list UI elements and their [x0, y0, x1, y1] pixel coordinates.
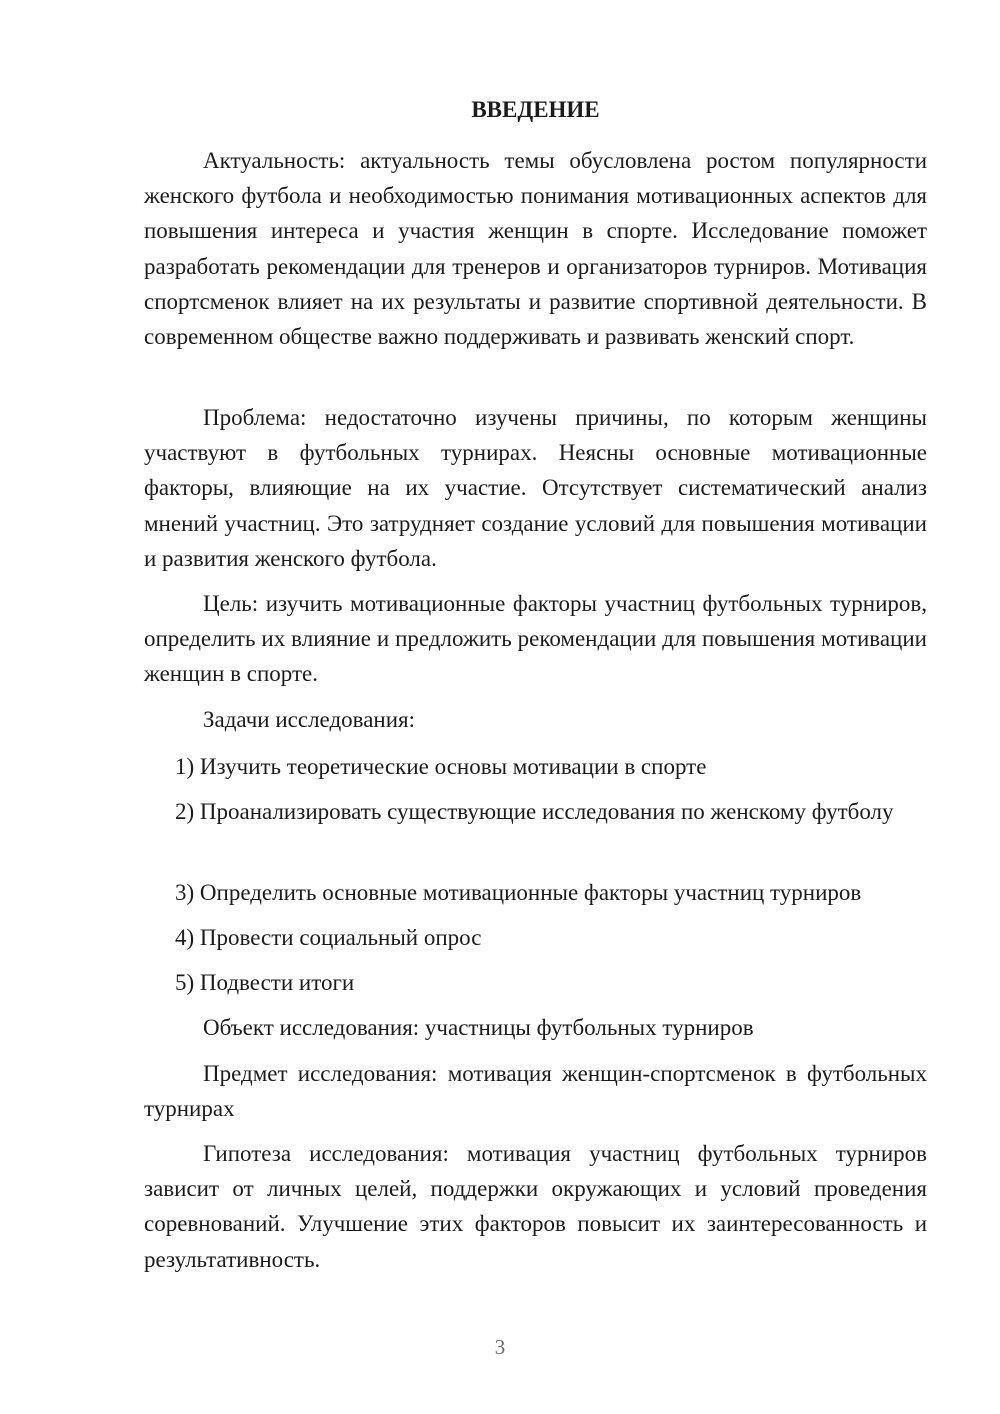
paragraph-relevance-block [144, 143, 927, 354]
paragraph-problem-block [144, 400, 927, 576]
task-item: 3) Определить основные мотивационные факторы участниц турниров [175, 880, 862, 905]
paragraph-goal-block [144, 586, 927, 692]
task-item-2-block [144, 794, 927, 829]
task-item: 5) Подвести итоги [175, 970, 355, 995]
paragraph-subject-block [144, 1056, 927, 1126]
task-item-4-block [144, 920, 927, 955]
task-item-3-block [144, 875, 927, 910]
paragraph-relevance: Актуальность: актуальность темы обусловлена ростом популярности женского футбола и необходимостью понимания мотивационных аспектов для повышения интереса и участия женщин в спорте. Исследование поможет разработать рекомендации для тренеров и организаторов турниров. Мотивация спортсменок влияет на их результаты и развитие спортивной деятельности. В современном обществе важно поддерживать и развивать женский спорт. [144, 148, 927, 350]
page-title: ВВЕДЕНИЕ [471, 97, 600, 122]
tasks-heading-block [144, 702, 927, 737]
task-item: 2) Проанализировать существующие исследования по женскому футболу [175, 799, 894, 824]
task-item: 4) Провести социальный опрос [175, 925, 482, 950]
tasks-heading: Задачи исследования: [203, 707, 416, 732]
paragraph-hypothesis: Гипотеза исследования: мотивация участниц футбольных турниров зависит от личных целей, поддержки окружающих и условий проведения соревнований. Улучшение этих факторов повысит их заинтересованность и результативность. [144, 1141, 927, 1272]
paragraph-hypothesis-block [144, 1136, 927, 1277]
task-item: 1) Изучить теоретические основы мотивации в спорте [175, 754, 707, 779]
paragraph-goal: Цель: изучить мотивационные факторы участниц футбольных турниров, определить их влияние и предложить рекомендации для повышения мотивации женщин в спорте. [144, 591, 927, 687]
paragraph-object: Объект исследования: участницы футбольных турниров [203, 1015, 754, 1040]
paragraph-subject: Предмет исследования: мотивация женщин-спортсменок в футбольных турнирах [144, 1061, 927, 1122]
paragraph-problem: Проблема: недостаточно изучены причины, по которым женщины участвуют в футбольных турнирах. Неясны основные мотивационные факторы, влияющие на их участие. Отсутствует систематический анализ мнений участниц. Это затрудняет создание условий для повышения мотивации и развития женского футбола. [144, 405, 927, 571]
task-item-5-block [144, 965, 927, 1000]
paragraph-object-block [144, 1010, 927, 1045]
task-item-1-block [144, 749, 927, 784]
page-number: 3 [494, 1335, 506, 1359]
